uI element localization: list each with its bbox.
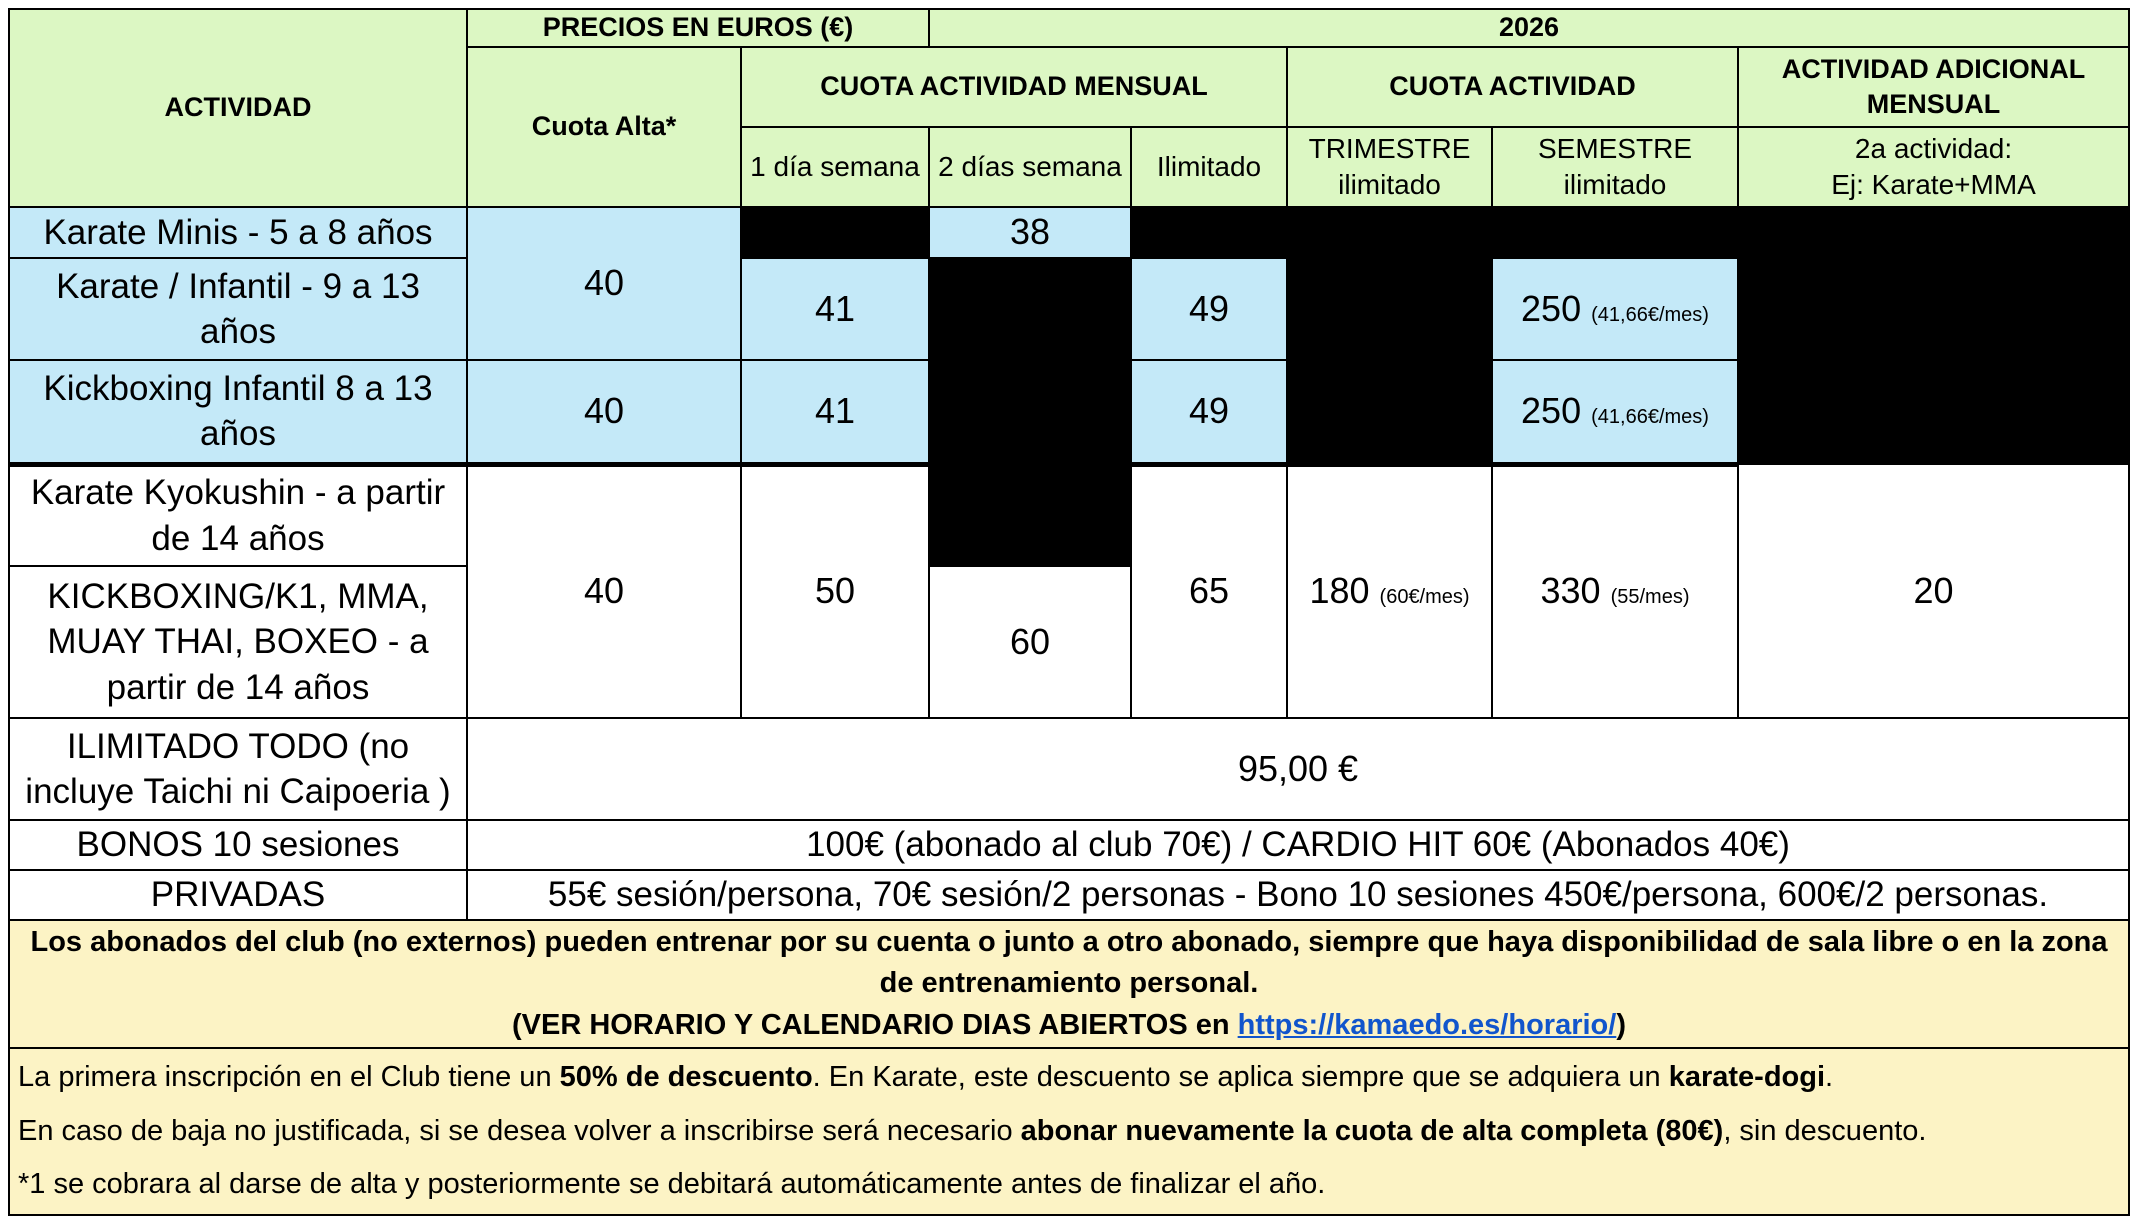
header-1-dia: 1 día semana <box>741 127 929 207</box>
note-descuento: La primera inscripción en el Club tiene un 50% de descuento. En Karate, este descuento se aplica siempre que se adquiera un karate-dogi. <box>18 1061 1834 1093</box>
header-trimestre: TRIMESTRE ilimitado <box>1287 127 1492 207</box>
header-actividad: ACTIVIDAD <box>9 9 467 207</box>
club-note-text: Los abonados del club (no externos) pueden entrenar por su cuenta o junto a otro abonado, siempre que haya disponibilidad de sala libre o en la zona de entrenamiento personal. <box>30 926 2108 1000</box>
adult-1-dia: 50 <box>741 464 929 718</box>
note-baja: En caso de baja no justificada, si se desea volver a inscribirse será necesario abonar nuevamente la cuota de alta completa (80€), sin descuento. <box>18 1114 1927 1147</box>
infantil-1-dia: 41 <box>741 258 929 360</box>
adult-ilimitado: 65 <box>1131 464 1287 718</box>
adult-trimestre: 180 (60€/mes) <box>1287 464 1492 718</box>
row-bonos-name: BONOS 10 sesiones <box>9 820 467 870</box>
blocked-cell <box>1131 207 1287 258</box>
row-karate-kyokushin-name: Karate Kyokushin - a partir de 14 años <box>9 464 467 566</box>
price-table <box>8 8 2130 1216</box>
row-kickboxing-k1-name: KICKBOXING/K1, MMA, MUAY THAI, BOXEO - a partir de 14 años <box>9 566 467 718</box>
infantil-ilimitado: 49 <box>1131 258 1287 360</box>
blocked-cell <box>1738 207 2129 258</box>
infantil-semestre: 250 (41,66€/mes) <box>1492 258 1738 360</box>
header-semestre: SEMESTRE ilimitado <box>1492 127 1738 207</box>
blocked-cell <box>1738 258 2129 464</box>
row-kickboxing-infantil-name: Kickboxing Infantil 8 a 13 años <box>9 360 467 464</box>
blocked-cell <box>741 207 929 258</box>
ilimitado-todo-value: 95,00 € <box>467 718 2129 820</box>
blocked-cell <box>929 464 1131 566</box>
adult-adicional: 20 <box>1738 464 2129 718</box>
row-karate-infantil-name: Karate / Infantil - 9 a 13 años <box>9 258 467 360</box>
header-adicional: ACTIVIDAD ADICIONAL MENSUAL <box>1738 47 2129 127</box>
kick-infantil-1-dia: 41 <box>741 360 929 464</box>
header-cuota-actividad: CUOTA ACTIVIDAD <box>1287 47 1738 127</box>
minis-infantil-alta: 40 <box>467 207 741 360</box>
kick-infantil-ilimitado: 49 <box>1131 360 1287 464</box>
row-karate-minis-name: Karate Minis - 5 a 8 años <box>9 207 467 258</box>
header-2-dias: 2 días semana <box>929 127 1131 207</box>
kick-infantil-alta: 40 <box>467 360 741 464</box>
header-cuota-mensual: CUOTA ACTIVIDAD MENSUAL <box>741 47 1287 127</box>
privadas-value: 55€ sesión/persona, 70€ sesión/2 personas - Bono 10 sesiones 450€/persona, 600€/2 personas. <box>467 870 2129 920</box>
minis-2-dias: 38 <box>929 207 1131 258</box>
club-note: Los abonados del club (no externos) pueden entrenar por su cuenta o junto a otro abonado, siempre que haya disponibilidad de sala libre o en la zona de entrenamiento personal. (VER HORARIO Y CALENDARIO DIAS ABIERTOS en https://kamaedo.es/horario/) <box>9 920 2129 1048</box>
blocked-cell <box>929 258 1131 360</box>
adult-semestre: 330 (55/mes) <box>1492 464 1738 718</box>
row-ilimitado-todo-name: ILIMITADO TODO (no incluye Taichi ni Caipoeria ) <box>9 718 467 820</box>
header-cuota-alta: Cuota Alta* <box>467 47 741 207</box>
blocked-cell <box>1287 258 1492 360</box>
header-year: 2026 <box>929 9 2129 47</box>
blocked-cell <box>1287 207 1492 258</box>
k1-2-dias: 60 <box>929 566 1131 718</box>
bonos-value: 100€ (abonado al club 70€) / CARDIO HIT 60€ (Abonados 40€) <box>467 820 2129 870</box>
note-cobro: *1 se cobrara al darse de alta y posteriormente se debitará automáticamente antes de finalizar el año. <box>18 1168 1326 1201</box>
kick-infantil-semestre: 250 (41,66€/mes) <box>1492 360 1738 464</box>
blocked-cell <box>929 360 1131 464</box>
blocked-cell <box>1492 207 1738 258</box>
header-segunda-actividad: 2a actividad: Ej: Karate+MMA <box>1738 127 2129 207</box>
footer-notes <box>9 1048 2129 1215</box>
row-privadas-name: PRIVADAS <box>9 870 467 920</box>
horario-link[interactable]: https://kamaedo.es/horario/ <box>1237 1008 1617 1041</box>
blocked-cell <box>1287 360 1492 464</box>
header-precios: PRECIOS EN EUROS (€) <box>467 9 929 47</box>
adult-alta: 40 <box>467 464 741 718</box>
header-ilimitado: Ilimitado <box>1131 127 1287 207</box>
